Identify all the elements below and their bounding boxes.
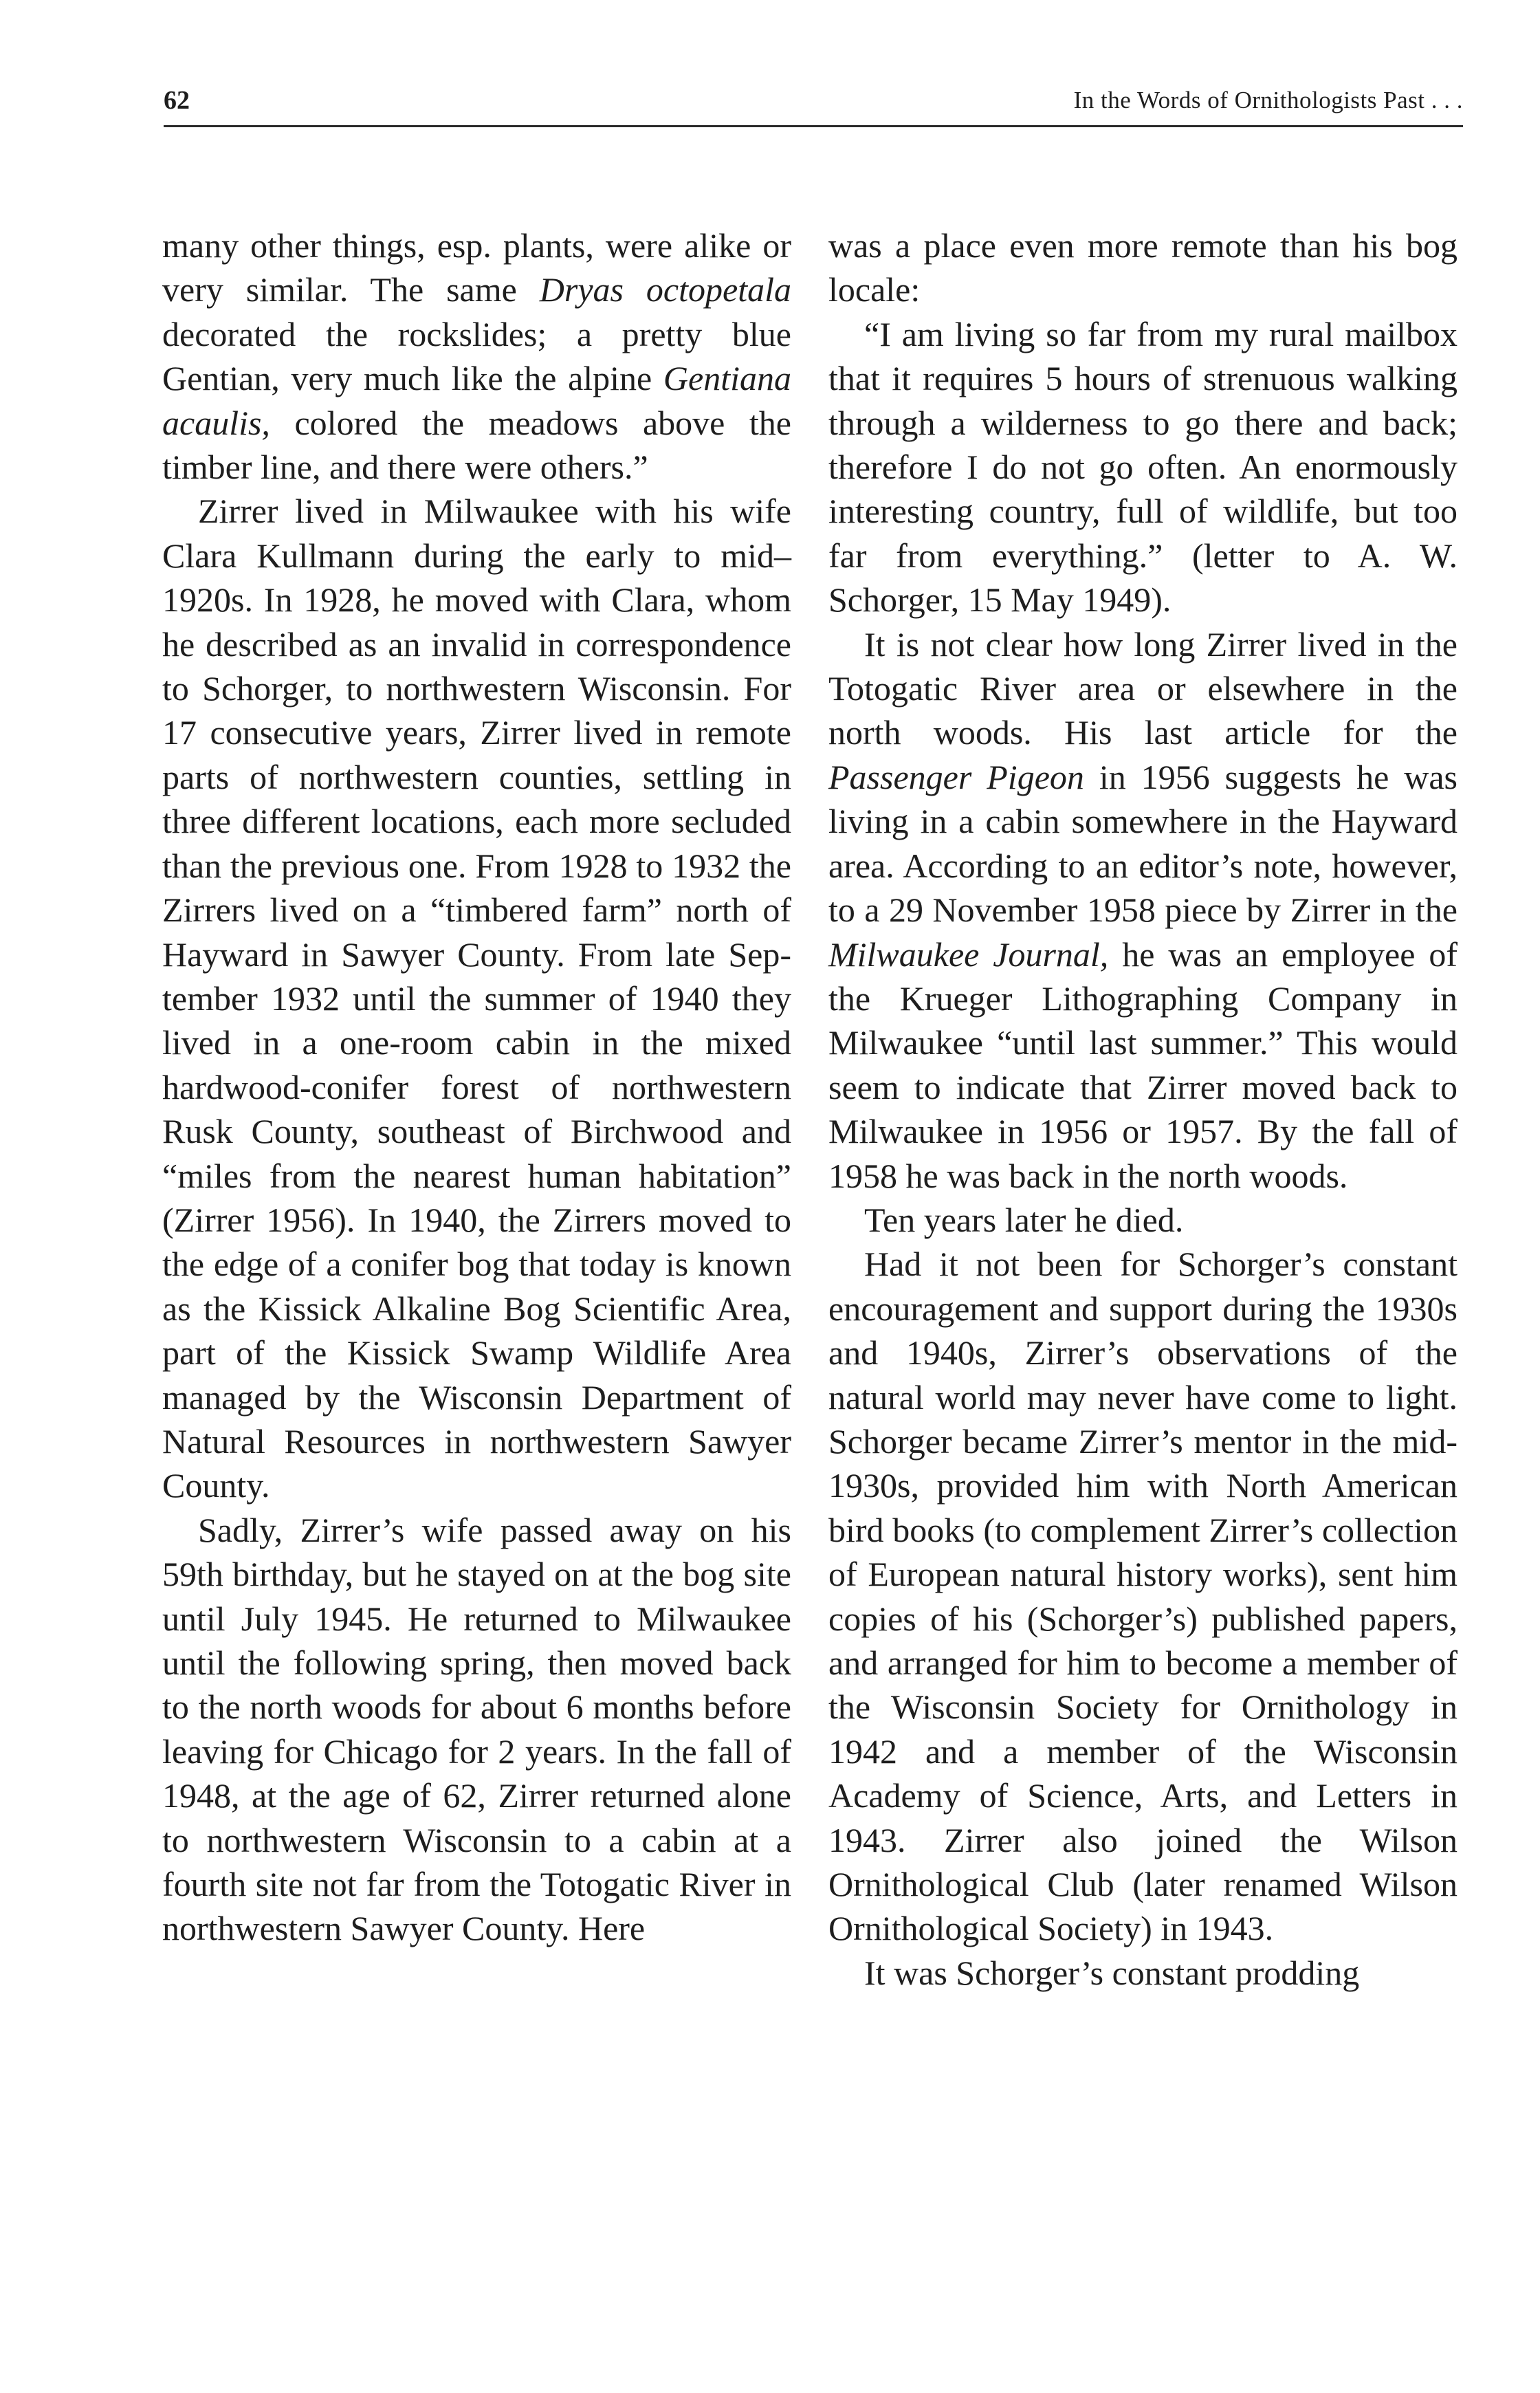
publication-title: Passenger Pigeon <box>828 757 1084 796</box>
page-number: 62 <box>164 86 190 115</box>
species-name: Dryas octopetala <box>539 270 791 309</box>
species-name: Gentiana acaulis, <box>162 359 791 442</box>
paragraph-remote-place: was a place even more remote than his bog locale: <box>828 226 1458 309</box>
paragraph-totogatic-river <box>828 622 1458 1198</box>
left-column <box>162 223 791 1951</box>
text-run: in 1956 suggests he was living in a cabin somewhere in the Hayward area. According to an editor’s note, however, to a 29 November 1958 piece by Zirrer in the <box>828 757 1458 930</box>
paragraph-quote-continuation <box>162 223 791 489</box>
running-head <box>164 77 1463 127</box>
paragraph-wife-passing: Sadly, Zirrer’s wife passed away on his 59th birthday, but he stayed on at the bog site until July 1945. He returned to Milwaukee until the following spring, then moved back to the north woods for about 6 months before leaving for Chicago for 2 years. In the fall of 1948, at the age of 62, Zirrer returned alone to northwestern Wisconsin to a cabin at a fourth site not far from the Totogatic River in northwestern Sawyer County. Here <box>162 1510 791 1948</box>
paragraph-schorger-prodding: It was Schorger’s constant prodding <box>864 1953 1360 1992</box>
paragraph-schorger-mentor: Had it not been for Schorger’s constant encouragement and support during the 1930s and 1940s, Zirrer’s observations of the natural world may never have come to light. Schorger became Zirrer’s mentor in the mid-1930s, provided him with North American bird books (to complement Zirrer’s collection of European natural history works), sent him copies of his (Schorger’s) published papers, and arranged for him to become a member of the Wisconsin Society for Ornithology in 1942 and a member of the Wisconsin Academy of Science, Arts, and Letters in 1943. Zirrer also joined the Wilson Ornithological Club (later renamed Wilson Ornithological Society) in 1943. <box>828 1245 1458 1948</box>
text-run: many other things, esp. plants, were alike or very similar. The same <box>162 226 791 309</box>
paragraph-death: Ten years later he died. <box>864 1200 1184 1239</box>
paragraph-milwaukee-years: Zirrer lived in Milwaukee with his wife Clara Kullmann during the early to mid–1920s. In 1928, he moved with Clara, whom he described as an invalid in correspondence to Schorger, to northwestern Wisconsin. For 17 consecutive years, Zirrer lived in remote parts of northwestern counties, settling in three different locations, each more secluded than the previous one. From 1928 to 1932 the Zirrers lived on a “timbered farm” north of Hayward in Sawyer County. From late September 1932 until the summer of 1940 they lived in a one-room cabin in the mixed hardwood-conifer forest of northwestern Rusk County, southeast of Birchwood and “miles from the nearest human habitation” (Zirrer 1956). In 1940, the Zirrers moved to the edge of a conifer bog that today is known as the Kissick Alkaline Bog Scientific Area, part of the Kissick Swamp Wildlife Area managed by the Wisconsin Department of Natural Resources in northwestern Sawyer County. <box>162 492 791 1505</box>
text-run: colored the meadows above the timber line, and there were others.” <box>162 403 791 487</box>
text-run: he was an employee of the Krueger Lithographing Company in Milwaukee “until last summer.” This would seem to indicate that Zirrer moved back to Milwaukee in 1956 or 1957. By the fall of 1958 he was back in the north woods. <box>828 935 1458 1195</box>
text-run: It is not clear how long Zirrer lived in the Totogatic River area or elsewhere in the north woods. His last article for the <box>828 624 1458 752</box>
text-run: decorated the rockslides; a pretty blue Gentian, very much like the alpine <box>162 314 791 398</box>
publication-title: Milwaukee Journal, <box>828 935 1109 974</box>
running-title: In the Words of Ornithologists Past . . . <box>1073 87 1463 113</box>
right-column <box>828 223 1458 1995</box>
paragraph-letter-quote: “I am living so far from my rural mailbox that it requires 5 hours of strenuous walking through a wilderness to go there and back; therefore I do not go often. An enormously interesting country, full of wildlife, but too far from everything.” (letter to A. W. Schorger, 15 May 1949). <box>828 314 1458 620</box>
